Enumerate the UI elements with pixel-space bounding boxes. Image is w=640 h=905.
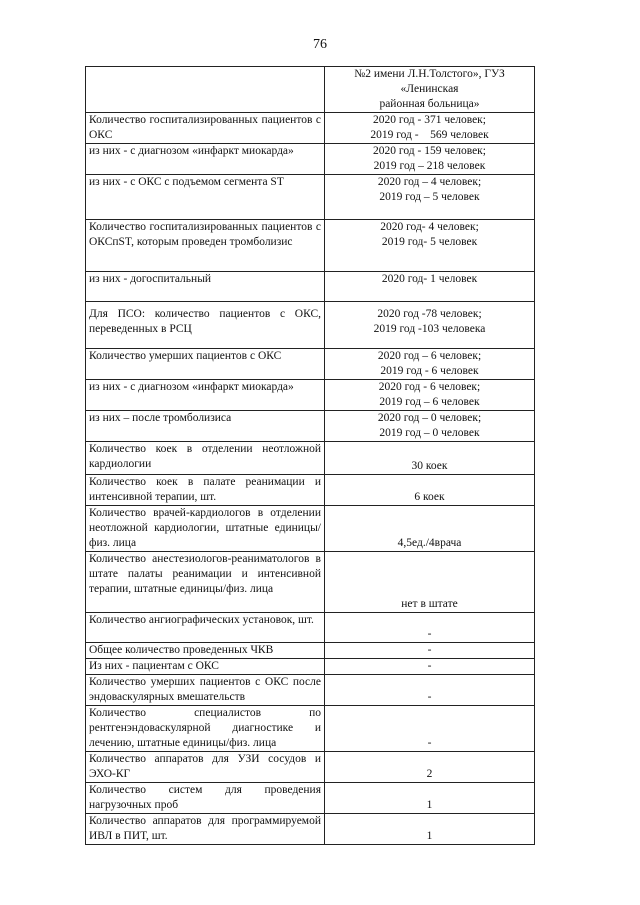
value-line: 6 коек	[414, 491, 445, 503]
table-row	[86, 643, 535, 659]
value-line: 2019 год – 5 человек	[379, 191, 480, 203]
table-row	[86, 144, 535, 175]
header-value-cell	[325, 67, 535, 113]
value-line: 1	[426, 830, 433, 842]
table-row	[86, 442, 535, 475]
page-number: 76	[313, 37, 327, 52]
value-line: -	[427, 737, 432, 749]
row-value	[325, 380, 535, 411]
row-label: Количество аппаратов для программируемой ИВЛ в ПИТ, шт.	[86, 814, 325, 845]
table-header-row	[86, 67, 535, 113]
row-label: Количество аппаратов для УЗИ сосудов и ЭХО-КГ	[86, 752, 325, 783]
row-value	[325, 302, 535, 349]
value-line: 2020 год- 4 человек;	[380, 221, 479, 233]
table-row	[86, 411, 535, 442]
row-label: Количество коек в отделении неотложной кардиологии	[86, 442, 325, 475]
row-value	[325, 113, 535, 144]
row-value	[325, 706, 535, 752]
value-line: 30 коек	[411, 460, 448, 472]
value-line: -	[427, 644, 432, 656]
table-row	[86, 302, 535, 349]
row-value	[325, 552, 535, 613]
row-value	[325, 349, 535, 380]
row-value	[325, 752, 535, 783]
row-label: Количество умерших пациентов с ОКС после эндоваскулярных вмешательств	[86, 675, 325, 706]
value-line: 2019 год- 5 человек	[381, 236, 478, 248]
value-line: 2020 год- 1 человек	[381, 273, 478, 285]
header-line: №2 имени Л.Н.Толстого», ГУЗ «Ленинская	[354, 68, 505, 95]
row-label: Количество умерших пациентов с ОКС	[86, 349, 325, 380]
row-value	[325, 144, 535, 175]
value-line: 2020 год -78 человек;	[377, 308, 482, 320]
row-value	[325, 175, 535, 220]
table-row	[86, 272, 535, 302]
value-line: 2019 год – 218 человек	[373, 160, 486, 172]
table-row	[86, 506, 535, 552]
value-line: 2019 год - 6 человек	[380, 365, 479, 377]
table-row	[86, 380, 535, 411]
table-row	[86, 175, 535, 220]
row-label: из них - с диагнозом «инфаркт миокарда»	[86, 144, 325, 175]
value-line: 1	[426, 799, 433, 811]
header-line: районная больница»	[379, 98, 480, 110]
row-label: Количество врачей-кардиологов в отделении неотложной кардиологии, штатные единицы/физ. лица	[86, 506, 325, 552]
row-value	[325, 675, 535, 706]
row-value	[325, 613, 535, 643]
value-line: 2020 год - 6 человек;	[378, 381, 481, 393]
table-row	[86, 783, 535, 814]
value-line: 2019 год – 0 человек	[379, 427, 480, 439]
table-row	[86, 220, 535, 272]
table-row	[86, 752, 535, 783]
row-label: Количество систем для проведения нагрузочных проб	[86, 783, 325, 814]
row-label: Количество госпитализированных пациентов с ОКС	[86, 113, 325, 144]
table-row	[86, 349, 535, 380]
value-line: 2020 год – 4 человек;	[377, 176, 482, 188]
table-row	[86, 675, 535, 706]
value-line: 2020 год - 159 человек;	[373, 145, 486, 157]
value-line: 4,5ед./4врача	[397, 537, 462, 549]
value-line: нет в штате	[401, 598, 458, 610]
value-line: 2019 год -103 человека	[373, 323, 486, 335]
row-label: из них - с диагнозом «инфаркт миокарда»	[86, 380, 325, 411]
value-line: 2020 год – 0 человек;	[377, 412, 482, 424]
value-line: 2020 год – 6 человек;	[377, 350, 482, 362]
row-label: Количество коек в палате реанимации и интенсивной терапии, шт.	[86, 475, 325, 506]
row-label: из них - догоспитальный	[86, 272, 325, 302]
row-label: из них - с ОКС с подъемом сегмента ST	[86, 175, 325, 220]
row-label: Количество анестезиологов-реаниматологов в штате палаты реанимации и интенсивной терапии, штатные единицы/физ. лица	[86, 552, 325, 613]
table-row	[86, 113, 535, 144]
value-line: 2019 год – 6 человек	[379, 396, 480, 408]
row-value	[325, 272, 535, 302]
row-value	[325, 475, 535, 506]
value-line: 2019 год - 569 человек	[370, 129, 489, 141]
value-line: -	[427, 691, 432, 703]
row-label: Из них - пациентам с ОКС	[86, 659, 325, 675]
table-row	[86, 613, 535, 643]
row-value	[325, 442, 535, 475]
row-value	[325, 659, 535, 675]
row-label: Количество госпитализированных пациентов с ОКСпST, которым проведен тромболизис	[86, 220, 325, 272]
row-value	[325, 814, 535, 845]
row-label: Для ПСО: количество пациентов с ОКС, переведенных в РСЦ	[86, 302, 325, 349]
value-line: 2020 год - 371 человек;	[373, 114, 486, 126]
table-row	[86, 706, 535, 752]
table-row	[86, 475, 535, 506]
row-value	[325, 506, 535, 552]
row-value	[325, 783, 535, 814]
row-label: Общее количество проведенных ЧКВ	[86, 643, 325, 659]
row-label: из них – после тромболизиса	[86, 411, 325, 442]
header-label-cell	[86, 67, 325, 113]
value-line: -	[427, 660, 432, 672]
row-value	[325, 220, 535, 272]
statistics-table	[85, 66, 535, 845]
table-row	[86, 659, 535, 675]
table-row	[86, 814, 535, 845]
row-label: Количество ангиографических установок, шт.	[86, 613, 325, 643]
value-line: -	[427, 628, 432, 640]
row-value	[325, 643, 535, 659]
value-line: 2	[426, 768, 433, 780]
row-value	[325, 411, 535, 442]
table-row	[86, 552, 535, 613]
row-label: Количество специалистов по рентгенэндоваскулярной диагностике и лечению, штатные единицы/физ. лица	[86, 706, 325, 752]
